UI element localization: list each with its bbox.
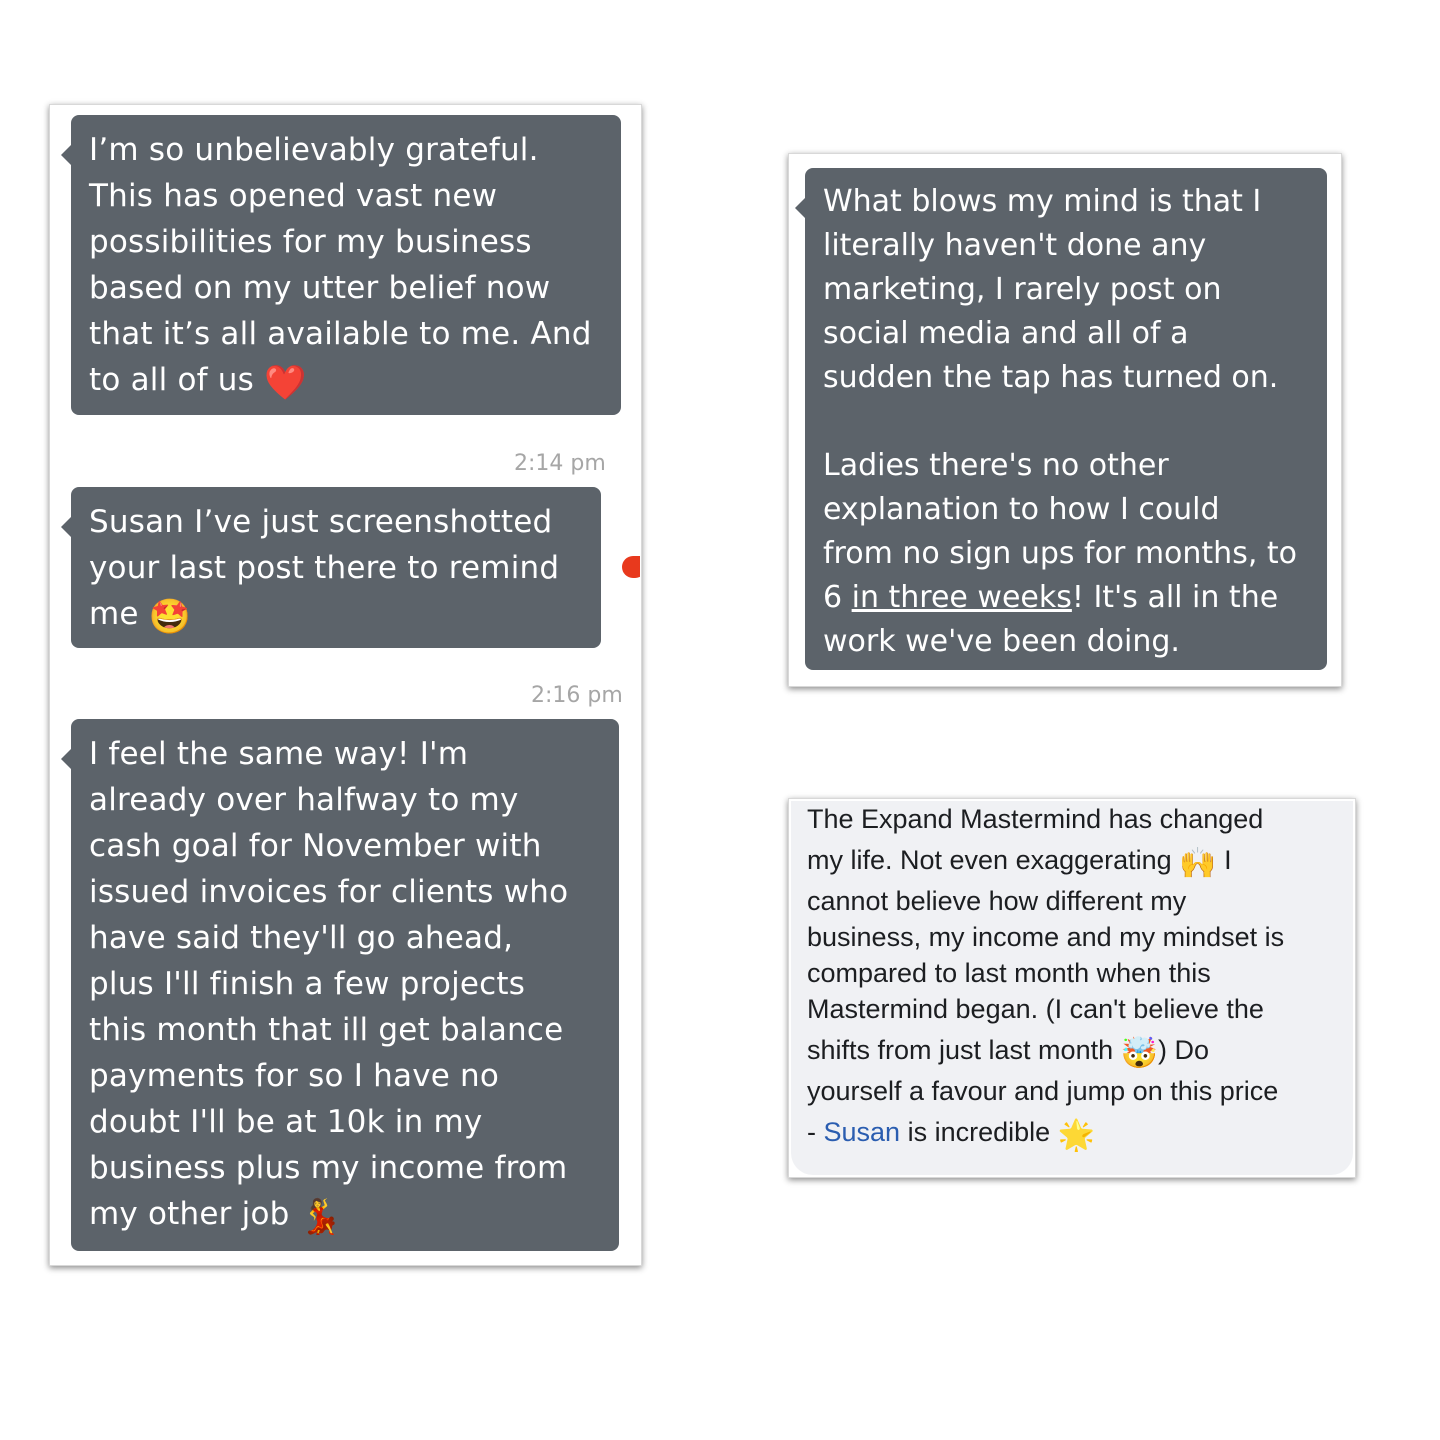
message-line: this month that ill get balance [89, 1012, 564, 1048]
glowing-star-emoji-icon: 🌟 [1057, 1119, 1096, 1152]
comment-text-segment: ) Do [1157, 1035, 1209, 1065]
message-line: already over halfway to my [89, 782, 519, 818]
message-line: sudden the tap has turned on. [823, 360, 1279, 395]
message-line-last [89, 357, 603, 403]
comment-line: compared to last month when this [807, 958, 1211, 988]
comment-line [807, 1027, 1284, 1073]
exploding-head-emoji-icon: 🤯 [1120, 1037, 1158, 1070]
message-line: social media and all of a [823, 316, 1189, 351]
message-line: plus I'll finish a few projects [89, 966, 526, 1002]
message-text: my other job [89, 1196, 290, 1232]
message-line: literally haven't done any [823, 228, 1207, 263]
comment-text-segment: is incredible [900, 1117, 1051, 1147]
message-bubble-same-way [71, 719, 619, 1251]
message-line: What blows my mind is that I [823, 184, 1262, 219]
message-line: payments for so I have no [89, 1058, 500, 1094]
message-line: from no sign ups for months, to [823, 536, 1298, 571]
comment-text-segment: my life. Not even exaggerating [807, 845, 1172, 875]
comment-line [807, 1109, 1284, 1155]
message-line: Ladies there's no other [823, 448, 1169, 483]
underlined-link-text[interactable]: in three weeks [851, 580, 1072, 615]
message-line: I feel the same way! I'm [89, 736, 469, 772]
right-chat-screenshot [788, 153, 1342, 687]
star-struck-emoji-icon: 🤩 [148, 597, 192, 637]
message-line: I’m so unbelievably grateful. [89, 132, 539, 168]
comment-line: business, my income and my mindset is [807, 922, 1285, 952]
message-line: marketing, I rarely post on [823, 272, 1222, 307]
comment-text-segment: - [807, 1117, 824, 1147]
message-line: issued invoices for clients who [89, 874, 569, 910]
comment-line [807, 837, 1284, 883]
facebook-comment-screenshot [788, 798, 1356, 1178]
message-text: to all of us [89, 362, 254, 398]
message-line [823, 576, 1309, 620]
dancer-emoji-icon: 💃 [299, 1197, 343, 1237]
message-line: Susan I’ve just screenshotted [89, 504, 553, 540]
message-line: cash goal for November with [89, 828, 542, 864]
comment-line: yourself a favour and jump on this price [807, 1076, 1279, 1106]
comment-line: The Expand Mastermind has changed [807, 804, 1264, 834]
timestamp: 2:14 pm [514, 451, 606, 476]
message-line: that it’s all available to me. And [89, 316, 592, 352]
message-text: me [89, 596, 139, 632]
raising-hands-emoji-icon: 🙌 [1179, 847, 1217, 880]
message-line: work we've been doing. [823, 624, 1180, 659]
message-line-last [89, 1191, 601, 1237]
comment-line: Mastermind began. (I can't believe the [807, 994, 1264, 1024]
message-line: This has opened vast new [89, 178, 498, 214]
message-line-last [89, 591, 583, 637]
comment-line: cannot believe how different my [807, 886, 1187, 916]
message-line: doubt I'll be at 10k in my [89, 1104, 483, 1140]
heart-icon [622, 556, 640, 578]
message-line: explanation to how I could [823, 492, 1220, 527]
red-heart-emoji-icon: ❤️ [264, 363, 307, 403]
comment-text [807, 801, 1284, 1155]
message-bubble-screenshotted [71, 487, 601, 648]
left-chat-screenshot [49, 104, 642, 1266]
message-text: ! It's all in the [1071, 580, 1279, 615]
timestamp: 2:16 pm [531, 683, 623, 708]
message-line: based on my utter belief now [89, 270, 551, 306]
message-bubble-blows-my-mind [805, 168, 1327, 670]
mention-link-susan[interactable]: Susan [823, 1117, 901, 1147]
message-line: have said they'll go ahead, [89, 920, 514, 956]
comment-text-segment: shifts from just last month [807, 1035, 1114, 1065]
message-text: 6 [823, 580, 852, 615]
blank-line [823, 400, 1309, 444]
comment-text-segment: I [1216, 845, 1232, 875]
message-bubble-grateful [71, 115, 621, 415]
message-line: your last post there to remind [89, 550, 560, 586]
message-line: possibilities for my business [89, 224, 532, 260]
message-line: business plus my income from [89, 1150, 568, 1186]
